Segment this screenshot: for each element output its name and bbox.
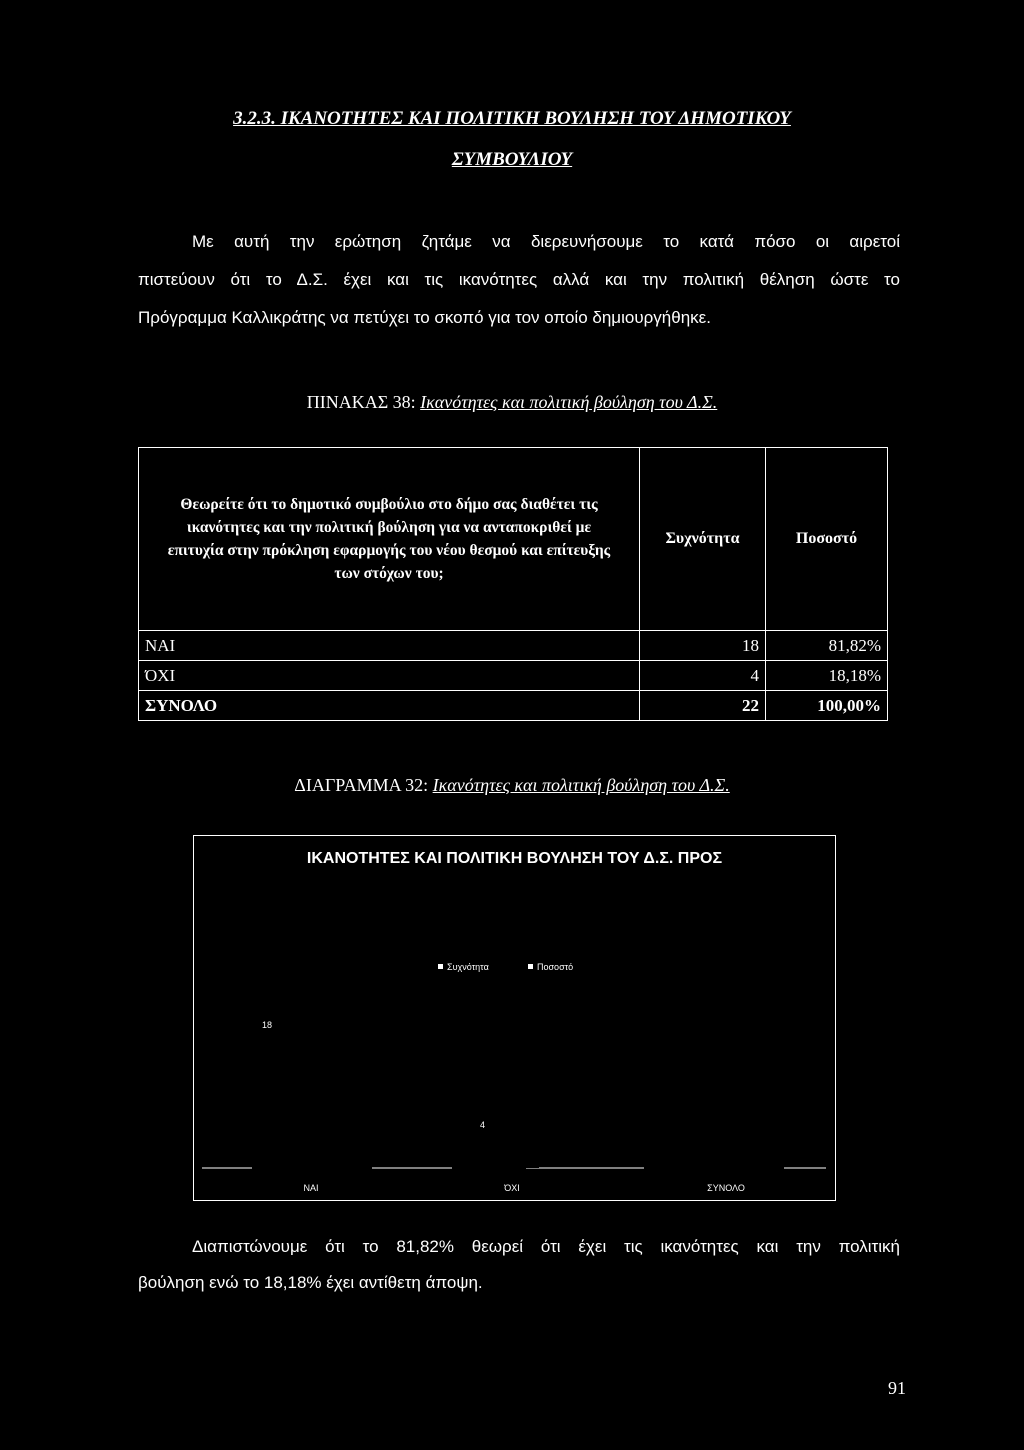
legend-label: Ποσοστό — [537, 962, 574, 972]
conclusion-paragraph — [138, 1237, 900, 1307]
chart-caption-title: Ικανότητες και πολιτική βούληση του Δ.Σ. — [432, 775, 730, 795]
table-question-header — [138, 447, 640, 631]
table-caption-title: Ικανότητες και πολιτική βούληση του Δ.Σ. — [420, 392, 718, 412]
category-label: ΣΥΝΟΛΟ — [707, 1183, 745, 1193]
table-cell-frequency — [639, 690, 766, 721]
conclusion-line: Διαπιστώνουμε ότι το 81,82% θεωρεί ότι έχει τις ικανότητες και την πολιτική — [192, 1237, 900, 1256]
section-heading-line1: 3.2.3. ΙΚΑΝΟΤΗΤΕΣ ΚΑΙ ΠΟΛΙΤΙΚΗ ΒΟΥΛΗΣΗ ΤΟΥ ΔΗΜΟΤΙΚΟΥ — [233, 108, 791, 129]
intro-line: πιστεύουν ότι το Δ.Σ. έχει και τις ικανότητες αλλά και την πολιτική θέληση ώστε το — [138, 270, 900, 289]
table-row-label — [138, 630, 640, 661]
table-row-label — [138, 660, 640, 691]
table-cell-percent — [765, 630, 888, 661]
table-question-text: Θεωρείτε ότι το δημοτικό συμβούλιο στο δήμο σας διαθέτει τις ικανότητες και την πολιτική βούληση για να ανταποκριθεί με επιτυχία στην πρόκληση εφαρμογής του νέου θεσμού και επίτευξης των στόχων του; — [167, 496, 611, 582]
bar — [296, 1035, 336, 1168]
legend-label: Συχνότητα — [447, 962, 489, 972]
results-table — [138, 447, 888, 721]
table-cell: 18,18% — [828, 665, 881, 685]
table-cell-percent — [765, 690, 888, 721]
table-row-label — [138, 690, 640, 721]
table-cell-percent — [765, 660, 888, 691]
table-cell: 4 — [750, 665, 759, 685]
section-heading-continued — [0, 149, 1024, 171]
table-cell: ΣΥΝΟΛΟ — [145, 695, 218, 715]
table-caption — [0, 392, 1024, 413]
table-cell: 18 — [742, 635, 759, 655]
conclusion-line: βούληση ενώ το 18,18% έχει αντίθετη άποψη. — [138, 1273, 483, 1292]
bar-chart — [193, 835, 836, 1201]
table-cell: 22 — [742, 695, 759, 715]
table-cell: ΌΧΙ — [145, 665, 176, 685]
intro-paragraph — [138, 232, 900, 352]
section-heading — [0, 108, 1024, 130]
table-cell: 81,82% — [828, 635, 881, 655]
table-cell-frequency — [639, 630, 766, 661]
bar — [499, 1139, 539, 1168]
legend-marker — [438, 964, 443, 969]
category-label: ΝΑΙ — [303, 1183, 319, 1193]
chart-caption — [0, 775, 1024, 796]
chart-caption-prefix: ΔΙΑΓΡΑΜΜΑ 32: — [294, 775, 433, 795]
table-cell: ΝΑΙ — [145, 635, 176, 655]
bar — [702, 1006, 742, 1168]
section-heading-line2: ΣΥΜΒΟΥΛΙΟΥ — [451, 149, 573, 170]
table-caption-prefix: ΠΙΝΑΚΑΣ 38: — [306, 392, 421, 412]
table-header-percent-label: Ποσοστό — [795, 530, 858, 547]
intro-line: Με αυτή την ερώτηση ζητάμε να διερευνήσουμε το κατά πόσο οι αιρετοί — [192, 232, 900, 251]
chart-title: ΙΚΑΝΟΤΗΤΕΣ ΚΑΙ ΠΟΛΙΤΙΚΗ ΒΟΥΛΗΣΗ ΤΟΥ Δ.Σ. ΠΡΟΣ — [306, 850, 723, 867]
chart-plot — [194, 836, 835, 1200]
table-header-frequency — [639, 447, 766, 631]
table-cell: 100,00% — [817, 695, 881, 715]
legend-marker — [528, 964, 533, 969]
data-label: 18 — [262, 1020, 273, 1030]
table-header-frequency-label: Συχνότητα — [665, 530, 740, 547]
category-label: ΌΧΙ — [504, 1183, 520, 1193]
intro-line: Πρόγραμμα Καλλικράτης να πετύχει το σκοπό για τον οποίο δημιουργήθηκε. — [138, 308, 711, 327]
page-number: 91 — [888, 1378, 906, 1398]
table-cell-frequency — [639, 660, 766, 691]
table-header-percent — [765, 447, 888, 631]
data-label: 4 — [480, 1120, 486, 1130]
